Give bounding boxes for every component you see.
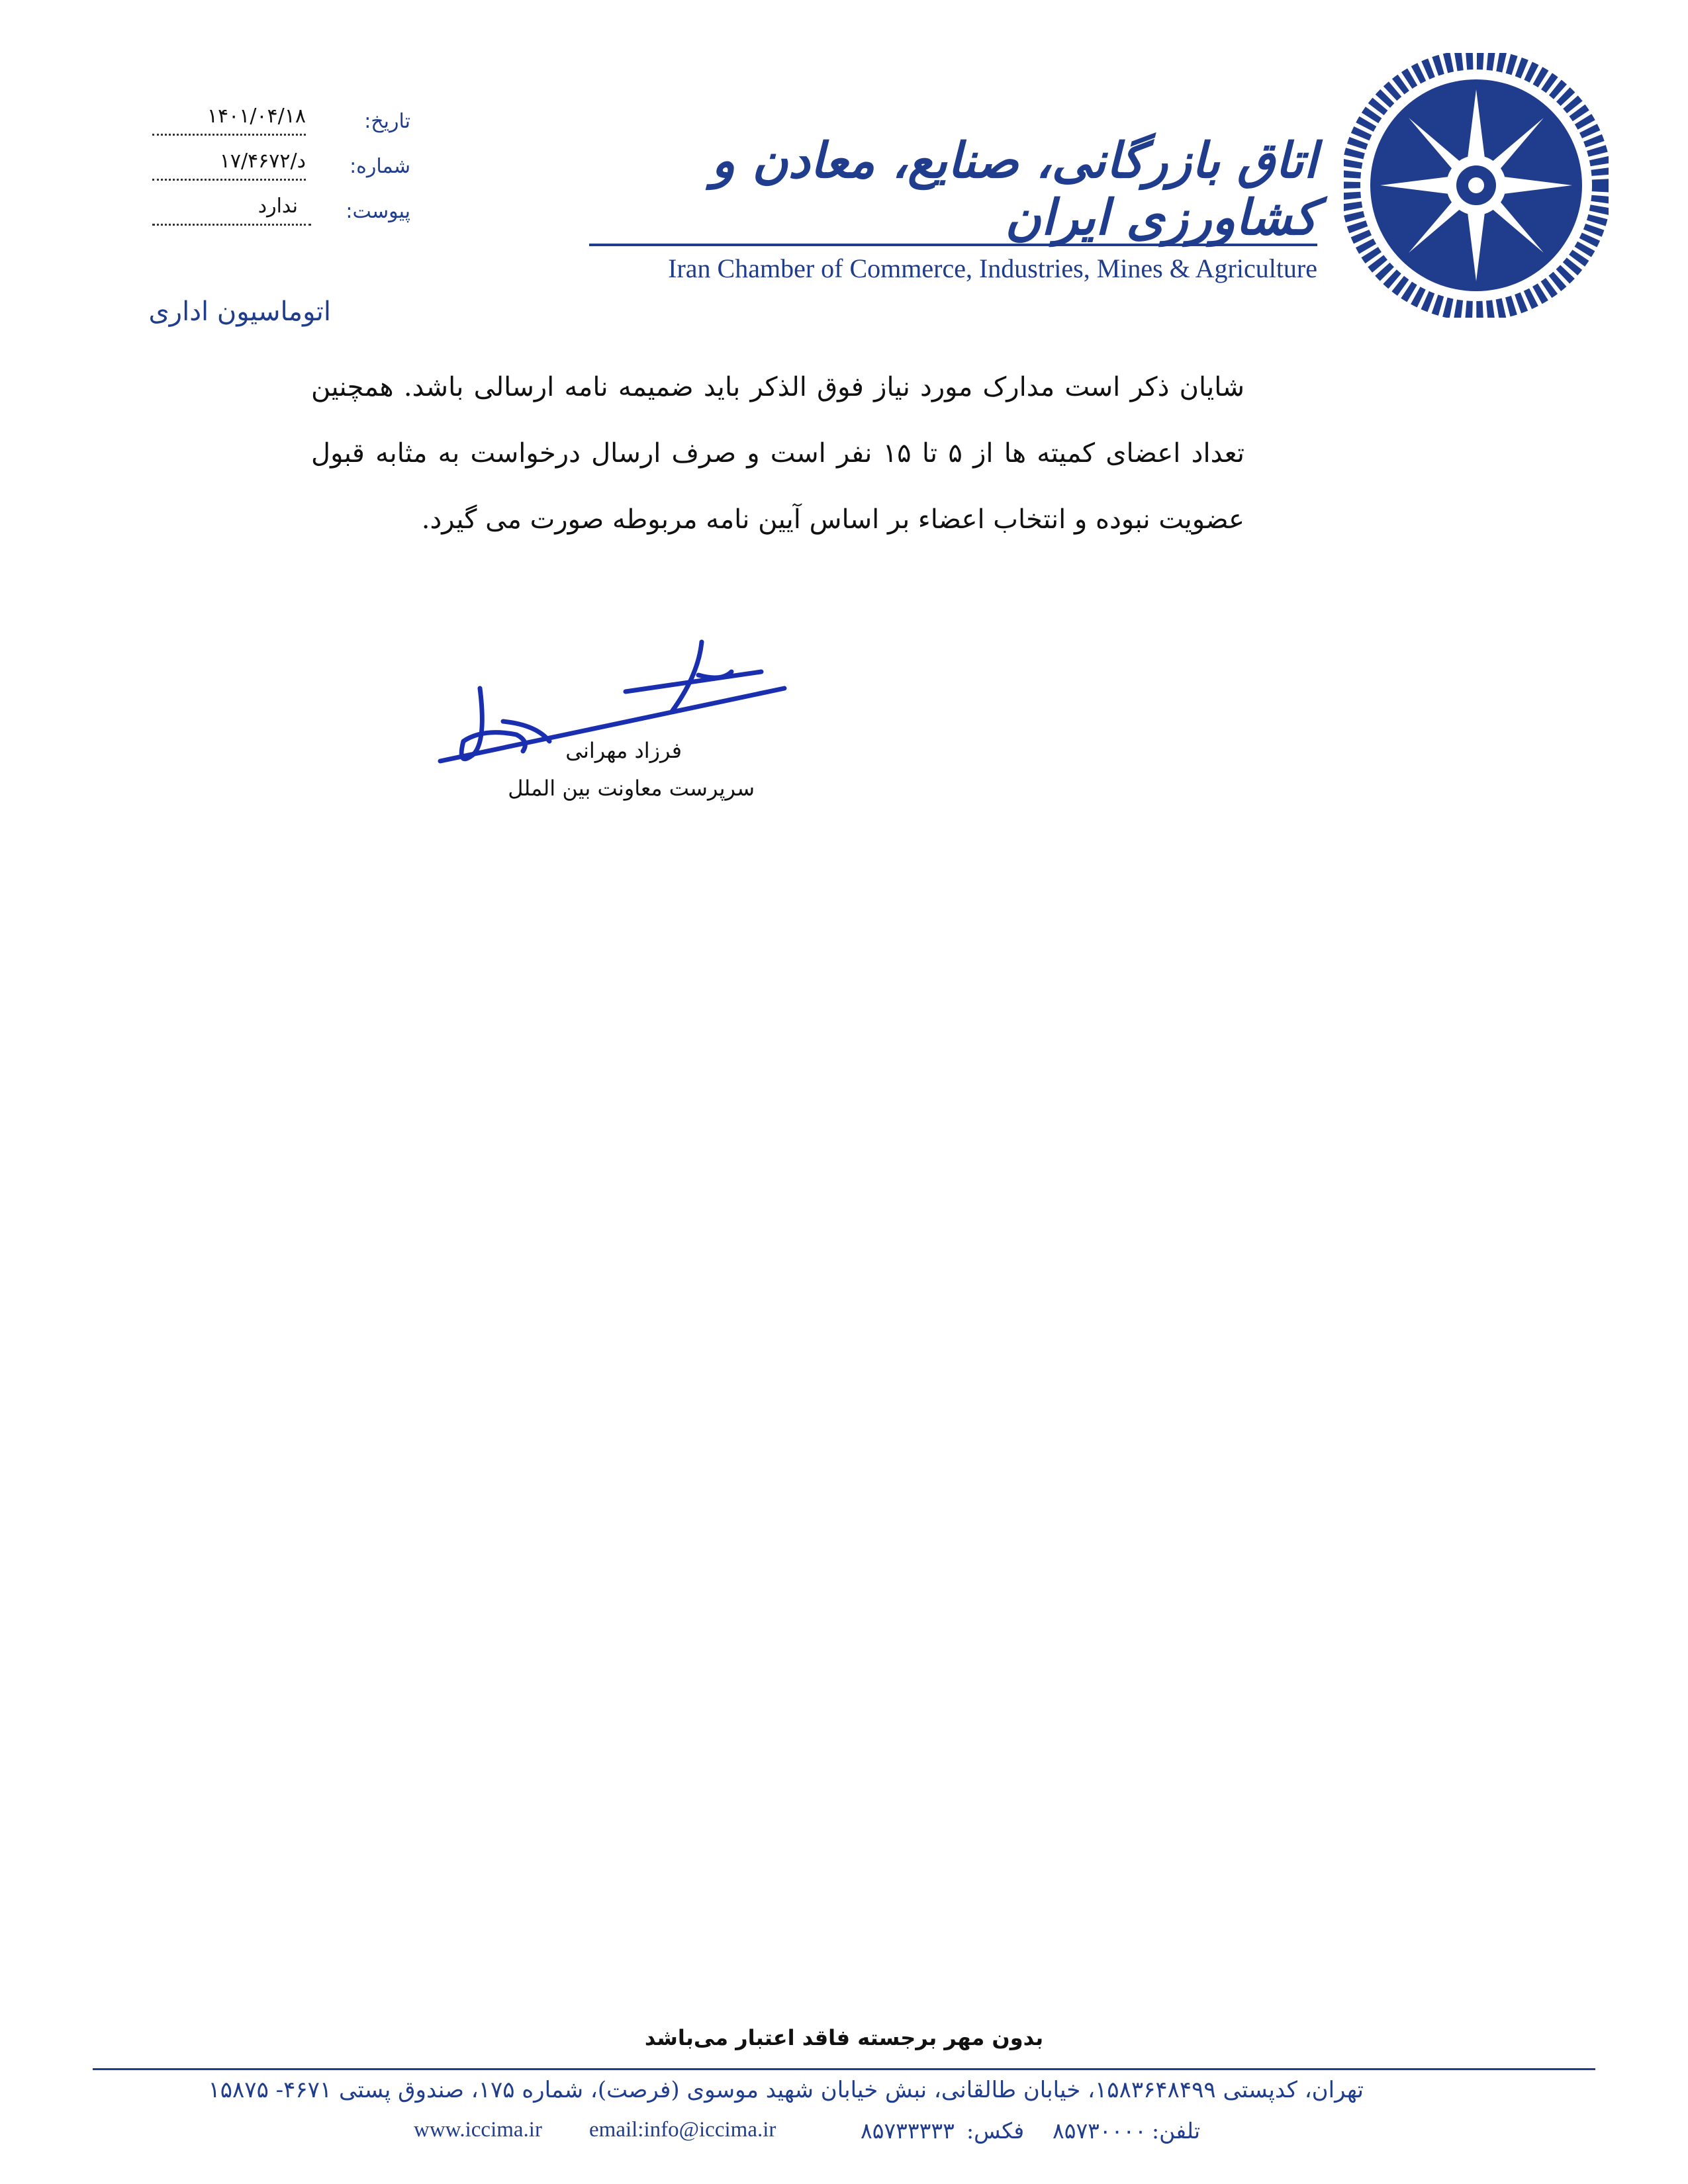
date-dotted-line bbox=[152, 134, 306, 136]
fax-label: فکس: bbox=[966, 2118, 1025, 2144]
attachment-label: پیوست: bbox=[346, 200, 410, 223]
fax-value: ۸۵۷۳۳۳۳۳ bbox=[861, 2118, 955, 2144]
attachment-dotted-line bbox=[152, 224, 311, 226]
header-divider bbox=[589, 244, 1317, 246]
date-value: ۱۴۰۱/۰۴/۱۸ bbox=[207, 105, 306, 128]
postal-address: تهران، کدپستی ۱۵۸۳۶۴۸۴۹۹، خیابان طالقانی، نبش خیابان شهید موسوی (فرصت)، شماره ۱۷۵، صندوق پستی ۴۶۷۱- ۱۵۸۷۵ bbox=[208, 2077, 1364, 2103]
phone-value: ۸۵۷۳۰۰۰۰ bbox=[1053, 2118, 1147, 2144]
number-field bbox=[132, 151, 410, 184]
letter-body: شایان ذکر است مدارک مورد نیاز فوق الذکر باید ضمیمه نامه ارسالی باشد. همچنین تعداد اعضای کمیته ها از ۵ تا ۱۵ نفر است و صرف ارسال درخواست به مثابه قبول عضویت نبوده و انتخاب اعضاء بر اساس آیین نامه مربوطه صورت می گیرد. bbox=[311, 372, 1244, 535]
handwritten-signature bbox=[437, 635, 808, 794]
date-field bbox=[132, 106, 410, 139]
org-name-persian: اتاق بازرگانی، صنایع، معادن و کشاورزی ایران bbox=[711, 132, 1317, 246]
chamber-logo-icon bbox=[1344, 53, 1609, 318]
number-label: شماره: bbox=[350, 155, 410, 178]
validity-note: بدون مهر برجسته فاقد اعتبار می‌باشد bbox=[644, 2025, 1044, 2050]
number-dotted-line bbox=[152, 179, 306, 181]
signer-title: سرپرست معاونت بین الملل bbox=[508, 776, 755, 801]
phone-label: تلفن: bbox=[1152, 2118, 1201, 2144]
letter-subject: اتوماسیون اداری bbox=[148, 296, 331, 327]
number-value: د/۱۷/۴۶۷۲ bbox=[219, 150, 306, 173]
org-name-english: Iran Chamber of Commerce, Industries, Mines & Agriculture bbox=[668, 253, 1317, 283]
footer-divider bbox=[93, 2068, 1595, 2070]
attachment-value: ندارد bbox=[258, 195, 298, 218]
signer-name: فرزاد مهرانی bbox=[565, 738, 682, 763]
email-address[interactable]: email:info@iccima.ir bbox=[589, 2118, 776, 2142]
attachment-field bbox=[132, 196, 410, 229]
website-link[interactable]: www.iccima.ir bbox=[414, 2118, 542, 2142]
date-label: تاریخ: bbox=[364, 110, 410, 133]
